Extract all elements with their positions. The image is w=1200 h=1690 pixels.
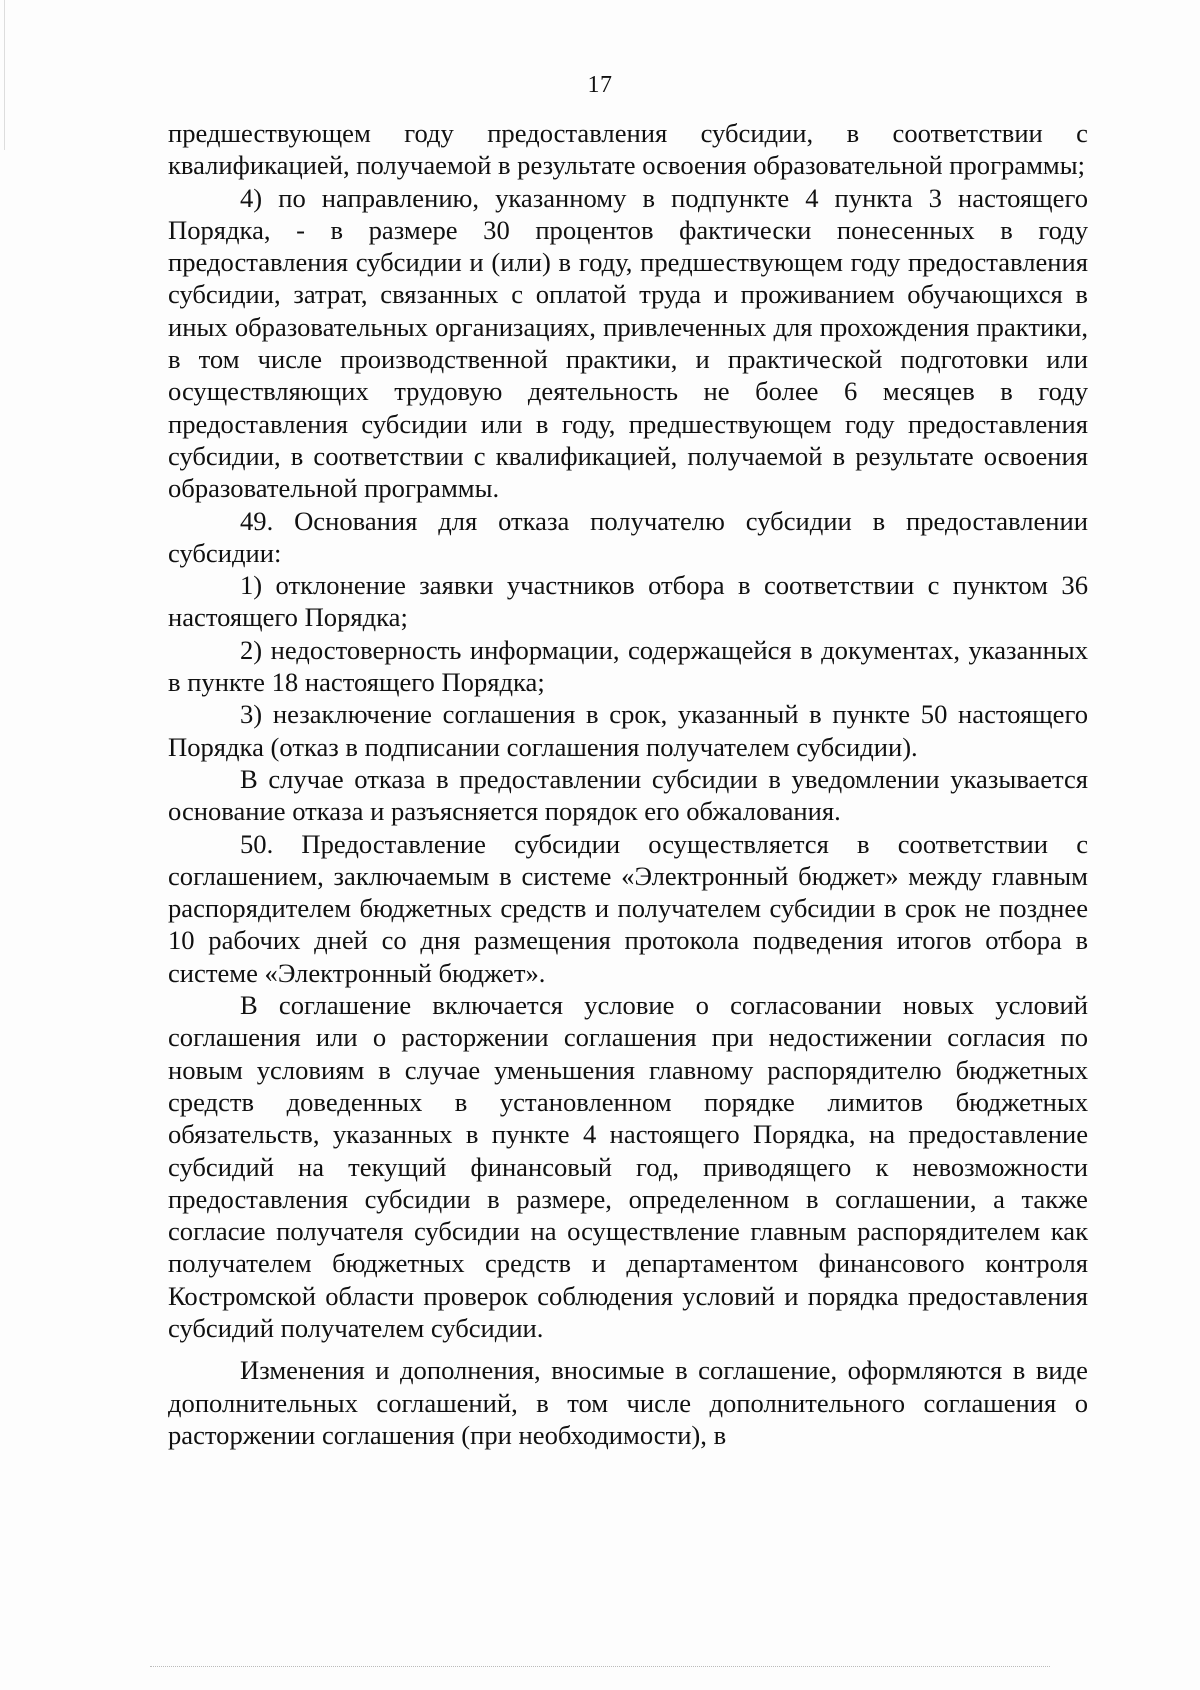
scan-bottom-line [150, 1666, 1050, 1668]
paragraph-ground-2: 2) недостоверность информации, содержащейся в документах, указанных в пункте 18 настоящего Порядка; [168, 634, 1088, 698]
paragraph-section-50: 50. Предоставление субсидии осуществляется в соответствии с соглашением, заключаемым в системе «Электронный бюджет» между главным распорядителем бюджетных средств и получателем субсидии в срок не позднее 10 рабочих дней со дня размещения протокола подведения итогов отбора в системе «Электронный бюджет». [168, 828, 1088, 988]
paragraph-amendments: Изменения и дополнения, вносимые в соглашение, оформляются в виде дополнительных соглашений, в том числе дополнительного соглашения о расторжении соглашения (при необходимости), в [168, 1355, 1088, 1450]
paragraph-ground-3: 3) незаключение соглашения в срок, указанный в пункте 50 настоящего Порядка (отказ в подписании соглашения получателем субсидии). [168, 699, 1088, 762]
page-number: 17 [587, 72, 613, 98]
paragraph-section-49: 49. Основания для отказа получателю субсидии в предоставлении субсидии: [168, 505, 1088, 568]
paragraph-item-4: 4) по направлению, указанному в подпункте 4 пункта 3 настоящего Порядка, - в размере 30 процентов фактически понесенных в году предоставления субсидии и (или) в году, предшествующем году предоставления субсидии, затрат, связанных с оплатой труда и проживанием обучающихся в иных образовательных организациях, привлеченных для прохождения практики, в том числе производственной практики, и практической подготовки или осуществляющих трудовую деятельность не более 6 месяцев в году предоставления субсидии или в году, предшествующем году предоставления субсидии, в соответствии с квалификацией, получаемой в результате освоения образовательной программы. [168, 182, 1088, 504]
paragraph-refusal-notice: В случае отказа в предоставлении субсидии в уведомлении указывается основание отказа и разъясняется порядок его обжалования. [168, 763, 1088, 827]
document-body [168, 117, 1088, 1451]
paragraph-agreement-conditions: В соглашение включается условие о согласовании новых условий соглашения или о расторжении соглашения при недостижении согласия по новым условиям в случае уменьшения главному распорядителю бюджетных средств доведенных в установленном порядке лимитов бюджетных обязательств, указанных в пункте 4 настоящего Порядка, на предоставление субсидий на текущий финансовый год, приводящего к невозможности предоставления субсидии в размере, определенном в соглашении, а также согласие получателя субсидии на осуществление главным распорядителем как получателем бюджетных средств и департаментом финансового контроля Костромской области проверок соблюдения условий и порядка предоставления субсидий получателем субсидии. [168, 990, 1088, 1343]
paragraph-continuation: предшествующем году предоставления субсидии, в соответствии с квалификацией, получаемой в результате освоения образовательной программы; [168, 118, 1088, 181]
paragraph-ground-1: 1) отклонение заявки участников отбора в соответствии с пунктом 36 настоящего Порядка; [168, 570, 1088, 633]
